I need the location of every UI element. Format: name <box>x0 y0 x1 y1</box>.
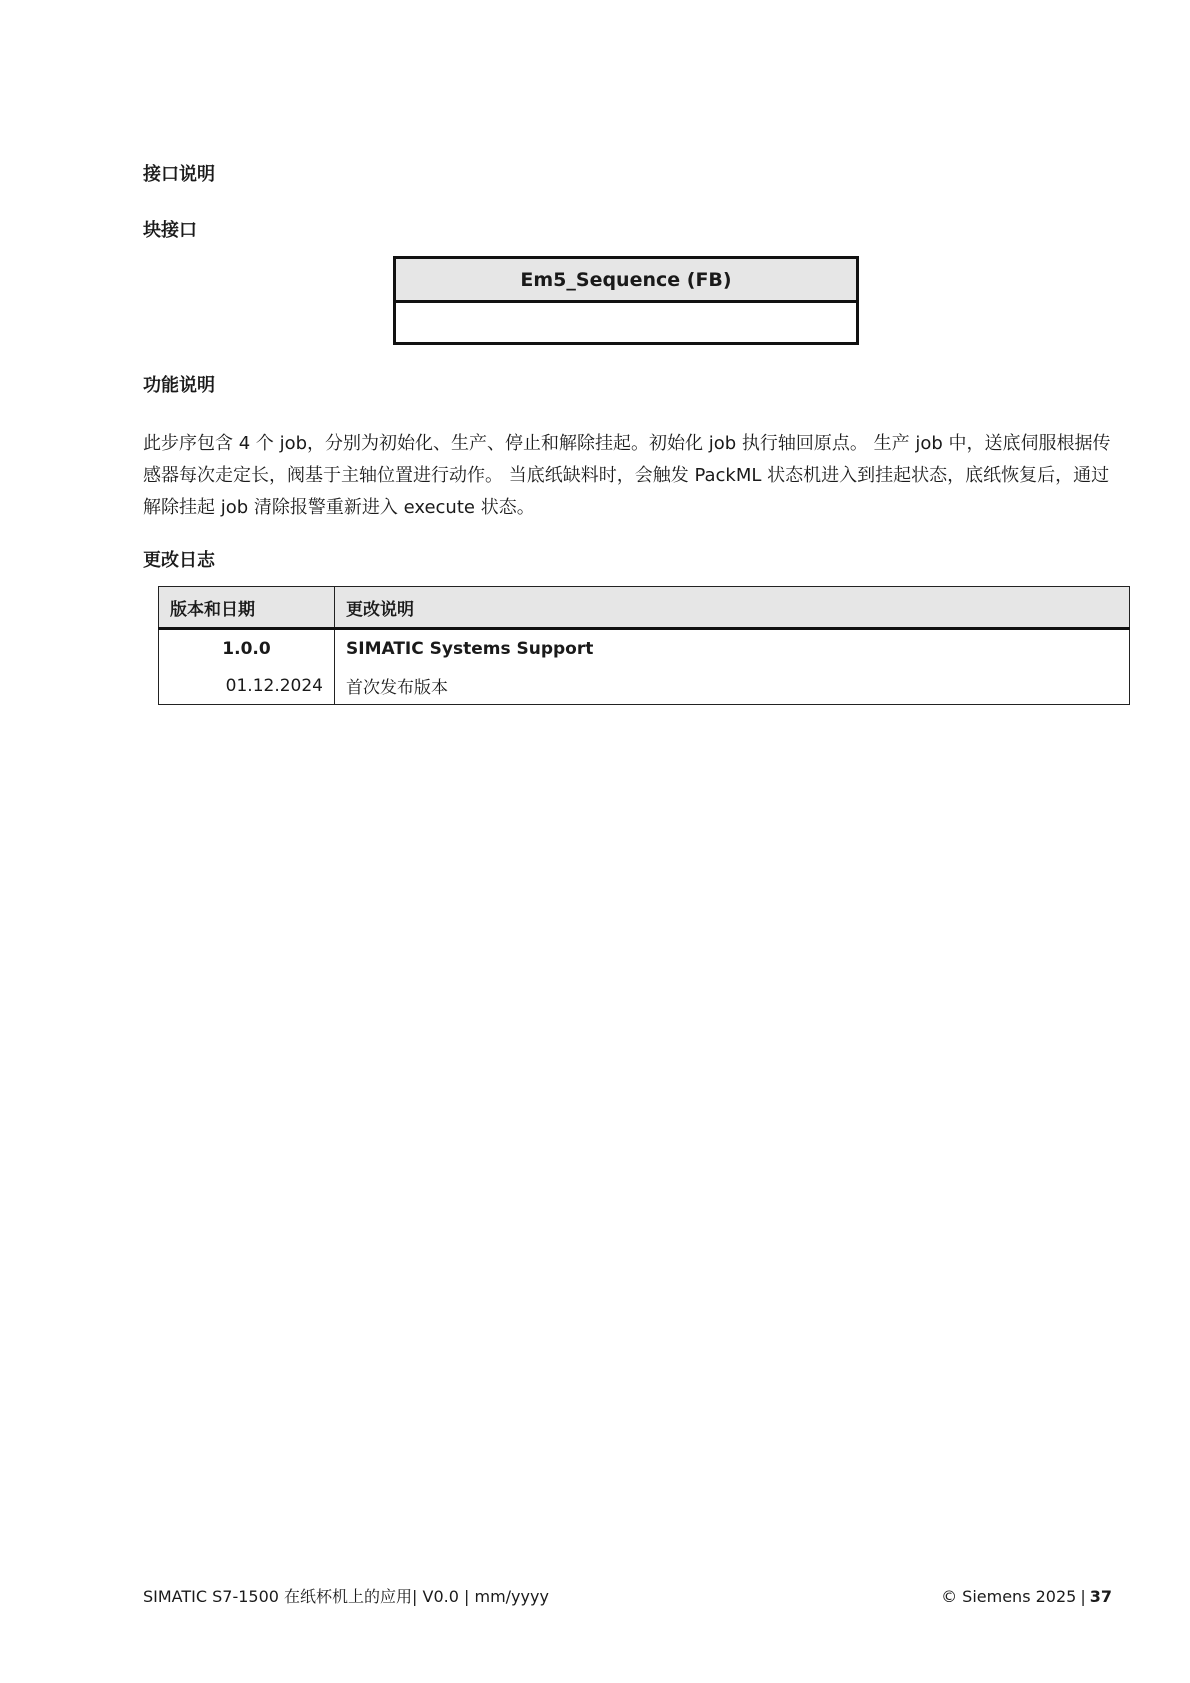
changelog-header-description: 更改说明 <box>335 587 1130 629</box>
changelog-description: 首次发布版本 <box>335 667 1130 705</box>
changelog-table <box>158 586 1130 705</box>
changelog-date: 01.12.2024 <box>159 667 335 705</box>
table-row <box>159 667 1130 705</box>
changelog-header-version: 版本和日期 <box>159 587 335 629</box>
footer-separator: | <box>1080 1587 1086 1606</box>
footer-copyright: © Siemens 2025 <box>941 1587 1077 1606</box>
table-row <box>159 629 1130 668</box>
footer-document-info: SIMATIC S7-1500 在纸杯机上的应用| V0.0 | mm/yyyy <box>143 1587 549 1606</box>
function-description-text: 此步序包含 4 个 job，分别为初始化、生产、停止和解除挂起。初始化 job 执行轴回原点。 生产 job 中，送底伺服根据传感器每次走定长，阀基于主轴位置进行动作。 当底纸缺料时，会触发 PackML 状态机进入到挂起状态，底纸恢复后，通过解除挂起 job 清除报警重新进入 execute 状态。 <box>143 433 1111 518</box>
changelog-version: 1.0.0 <box>159 629 335 668</box>
heading-changelog: 更改日志 <box>143 550 215 571</box>
heading-block-interface: 块接口 <box>143 220 197 241</box>
changelog-author: SIMATIC Systems Support <box>335 629 1130 668</box>
footer-page-number: 37 <box>1089 1587 1112 1606</box>
block-interface-diagram <box>393 256 859 345</box>
block-interface-body <box>396 303 856 342</box>
block-interface-title: Em5_Sequence (FB) <box>396 259 856 303</box>
footer-copyright-block <box>941 1586 1112 1608</box>
heading-function-description: 功能说明 <box>143 375 215 396</box>
heading-interface-description: 接口说明 <box>143 164 215 185</box>
changelog-header-row <box>159 587 1130 629</box>
